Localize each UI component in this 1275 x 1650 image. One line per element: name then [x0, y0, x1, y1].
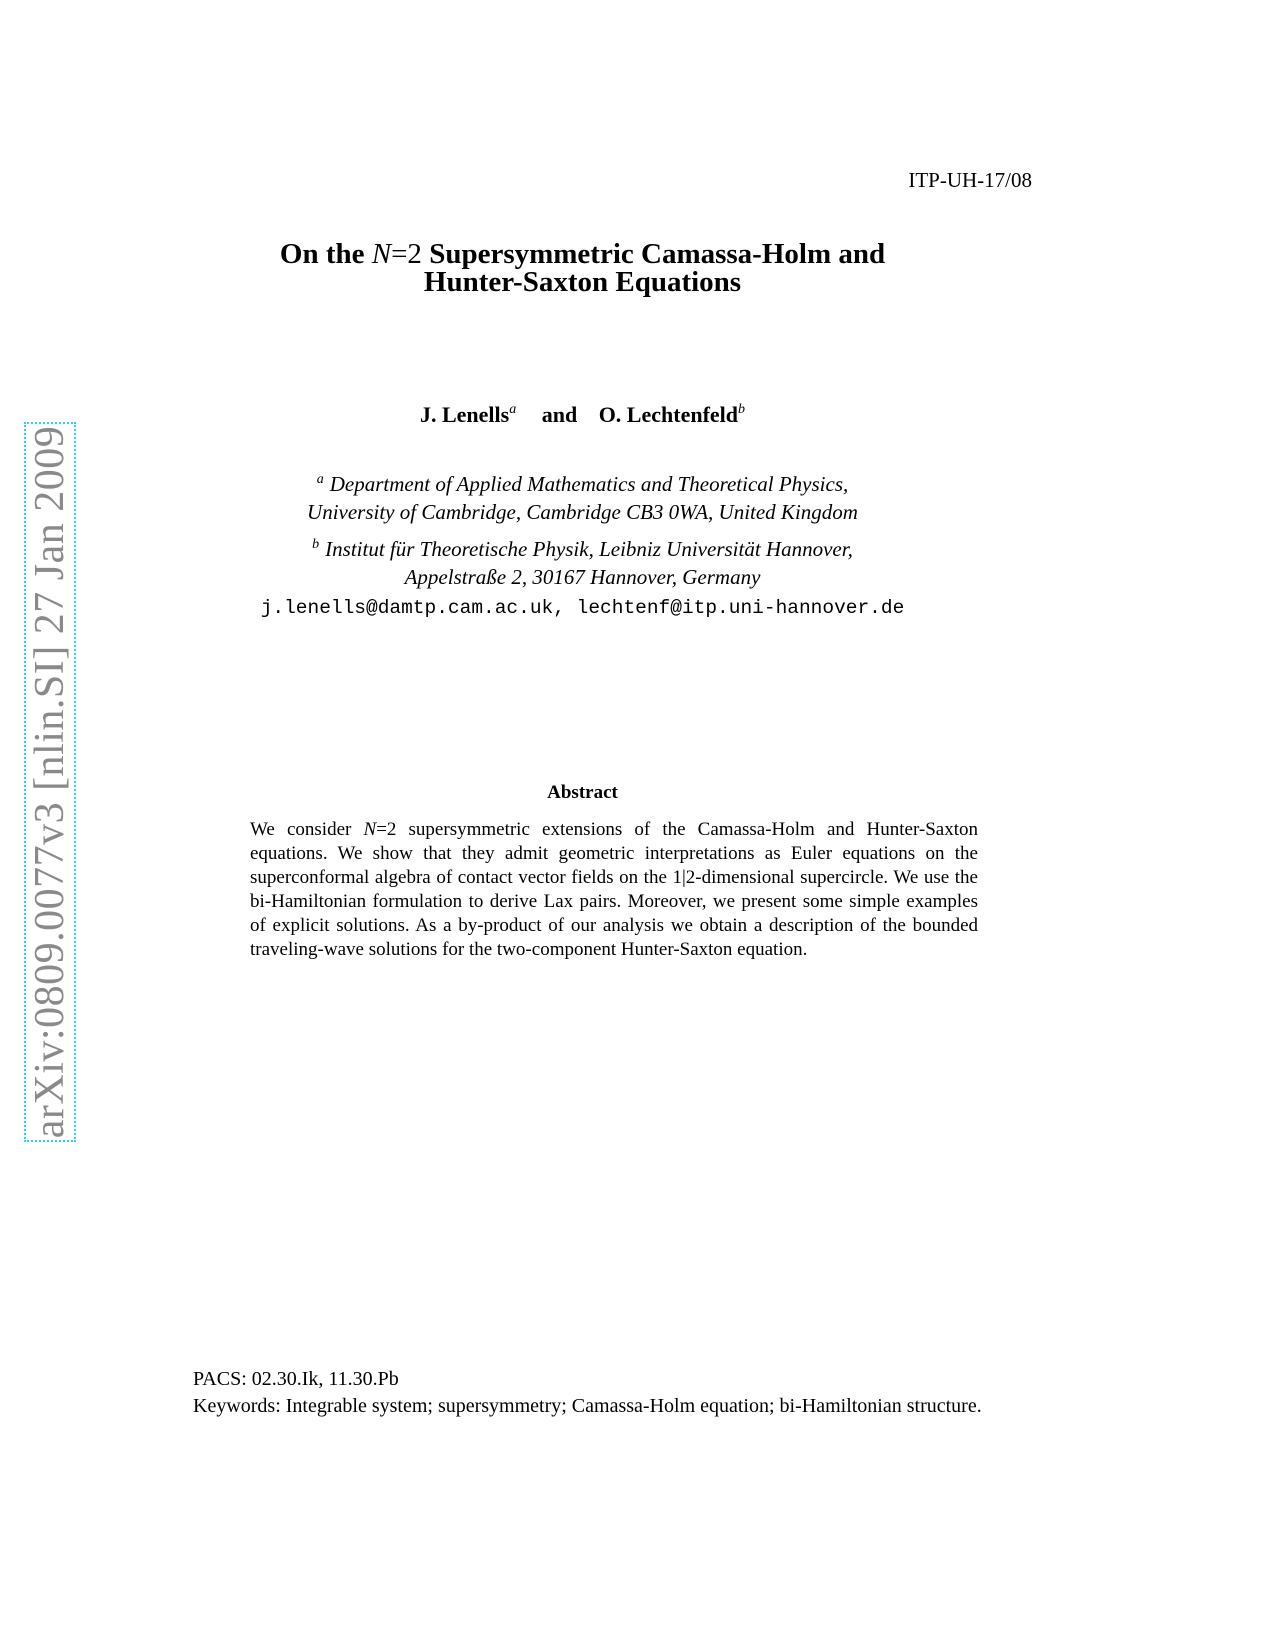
- title-prefix: On the: [279, 238, 365, 270]
- title-line-1: [0, 240, 1165, 268]
- title-n-value: =2: [391, 238, 422, 270]
- abstract-heading: Abstract: [547, 782, 618, 803]
- keywords: Keywords: Integrable system; supersymmetry; Camassa-Holm equation; bi-Hamiltonian structure.: [193, 1395, 982, 1417]
- affiliation-b-mark: b: [312, 537, 320, 552]
- paper-title: [0, 240, 1165, 296]
- author-emails: j.lenells@damtp.cam.ac.uk, lechtenf@itp.uni-hannover.de: [260, 597, 905, 619]
- affiliation-a: [0, 466, 1165, 526]
- author-conjunction: and: [541, 402, 578, 427]
- abstract-n-symbol: N: [363, 819, 377, 840]
- title-n-symbol: N: [371, 238, 392, 270]
- author-1-mark: a: [509, 402, 517, 417]
- arxiv-stamp[interactable]: [24, 422, 76, 1142]
- affiliation-a-mark: a: [316, 472, 324, 487]
- affiliation-b-line-1: Institut für Theoretische Physik, Leibniz Universität Hannover,: [325, 537, 853, 561]
- affiliation-a-line-1: Department of Applied Mathematics and Theoretical Physics,: [329, 472, 849, 496]
- abstract-text: =2 supersymmetric extensions of the Camassa-Holm and Hunter-Saxton equations. We show that they admit geometric interpretations as Euler equations on the superconformal algebra of contact vector fields on the 1|2-dimensional supercircle. We use the bi-Hamiltonian formulation to derive Lax pairs. Moreover, we present some simple examples of explicit solutions. As a by-product of our analysis we obtain a description of the bounded traveling-wave solutions for the two-component Hunter-Saxton equation.: [250, 819, 979, 960]
- author-2-mark: b: [738, 402, 746, 417]
- pacs-codes: PACS: 02.30.Ik, 11.30.Pb: [193, 1368, 399, 1390]
- author-list: [0, 402, 1165, 428]
- author-1: J. Lenells: [419, 402, 510, 427]
- title-line-1-rest: Supersymmetric Camassa-Holm and: [429, 238, 886, 270]
- abstract-lead: We consider: [250, 819, 352, 840]
- report-number: ITP-UH-17/08: [908, 168, 1032, 192]
- affiliation-b: [0, 531, 1165, 591]
- affiliation-b-line-2: Appelstraße 2, 30167 Hannover, Germany: [404, 565, 761, 589]
- arxiv-stamp-text: arXiv:0809.0077v3 [nlin.SI] 27 Jan 2009: [27, 425, 73, 1139]
- title-line-2: Hunter-Saxton Equations: [423, 266, 742, 298]
- abstract-body: [250, 818, 978, 962]
- author-2: O. Lechtenfeld: [598, 402, 739, 427]
- affiliation-a-line-2: University of Cambridge, Cambridge CB3 0WA, United Kingdom: [307, 500, 858, 524]
